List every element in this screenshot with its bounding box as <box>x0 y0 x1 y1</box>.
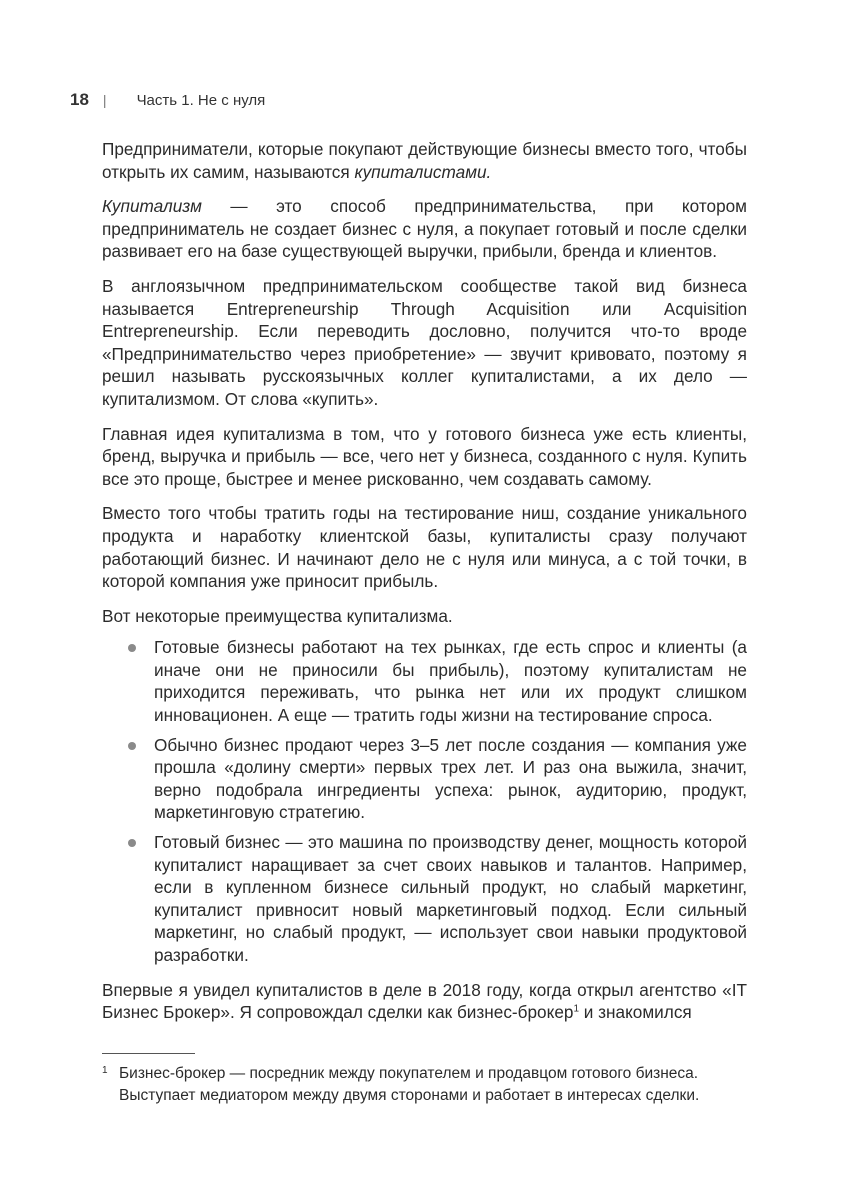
bullet-dot-icon <box>128 839 136 847</box>
footnote-reference: 1 <box>573 1003 580 1015</box>
paragraph-5: Вместо того чтобы тратить годы на тестирование ниш, создание уникального продукта и наработку клиентской базы, купиталисты сразу получают работающий бизнес. И начинают дело не с нуля или минуса, а с той точки, в которой компания уже приносит прибыль. <box>102 503 747 592</box>
paragraph-7-end: и знакомился <box>579 1002 692 1023</box>
footnote <box>102 1063 747 1107</box>
page-number: 18 <box>70 90 89 109</box>
paragraph-7-text: Впервые я увидел купиталистов в деле в 2018 году, когда открыл агентство «IT Бизнес Брокер». Я сопровождал сделки как бизнес-брокер <box>102 979 747 1023</box>
footnote-divider <box>102 1053 195 1054</box>
list-item <box>102 636 747 726</box>
list-item-text: Обычно бизнес продают через 3–5 лет после создания — компания уже прошла «долину смерти» первых трех лет. И раз она выжила, значит, верно подобрала ингредиенты успеха: рынок, аудиторию, продукт, маркетинговую стратегию. <box>154 734 747 823</box>
list-item-text: Готовые бизнесы работают на тех рынках, где есть спрос и клиенты (а иначе они не приносили бы прибыль), поэтому купиталистам не приходится переживать, что рынка нет или их продукт слишком инновационен. А еще — тратить годы жизни на тестирование спроса. <box>154 637 747 726</box>
advantages-list <box>102 636 747 966</box>
paragraph-2-text: — это способ предпринимательства, при котором предприниматель не создает бизнес с нуля, а покупает готовый и после сделки развивает его на базе существующей выручки, прибыли, бренда и клиентов. <box>102 196 747 262</box>
paragraph-1-text: Предприниматели, которые покупают действующие бизнесы вместо того, чтобы открыть их самим, называются <box>102 139 747 182</box>
bullet-dot-icon <box>128 742 136 750</box>
running-head <box>70 88 265 112</box>
chapter-title: Часть 1. Не с нуля <box>136 91 266 109</box>
list-item-text: Готовый бизнес — это машина по производству денег, мощность которой купиталист наращивает за счет своих навыков и талантов. Например, если в купленном бизнесе сильный продукт, но слабый маркетинг, купиталист привносит новый маркетинговый подход. Если сильный маркетинг, но слабый продукт, — использует свои навыки продуктовой разработки. <box>154 832 747 965</box>
body-text <box>102 138 747 1036</box>
header-separator: | <box>102 92 107 108</box>
paragraph-1 <box>102 138 747 183</box>
bullet-dot-icon <box>128 644 136 652</box>
paragraph-6: Вот некоторые преимущества купитализма. <box>102 605 453 626</box>
list-item <box>102 831 747 967</box>
term-kupitalizm: Купитализм <box>102 196 202 217</box>
footnote-mark: 1 <box>102 1065 108 1076</box>
paragraph-3: В англоязычном предпринимательском сообществе такой вид бизнеса называется Entrepreneurship Through Acquisition или Acquisition Entrepreneurship. Если переводить дословно, получится что-то вроде «Предпринимательство через приобретение» — звучит кривовато, поэтому я решил называть русскоязычных коллег купиталистами, а их дело — купитализмом. От слова «купить». <box>102 275 747 409</box>
paragraph-4: Главная идея купитализма в том, что у готового бизнеса уже есть клиенты, бренд, выручка и прибыль — все, чего нет у бизнеса, созданного с нуля. Купить все это проще, быстрее и менее рискованно, чем создавать самому. <box>102 423 747 489</box>
list-item <box>102 734 747 824</box>
term-kupitalisty: купиталистами. <box>354 161 492 182</box>
paragraph-2 <box>102 195 747 263</box>
paragraph-7 <box>102 979 747 1024</box>
footnote-text: Бизнес-брокер — посредник между покупателем и продавцом готового бизнеса. Выступает медиатором между двумя сторонами и работает в интересах сделки. <box>119 1065 700 1104</box>
